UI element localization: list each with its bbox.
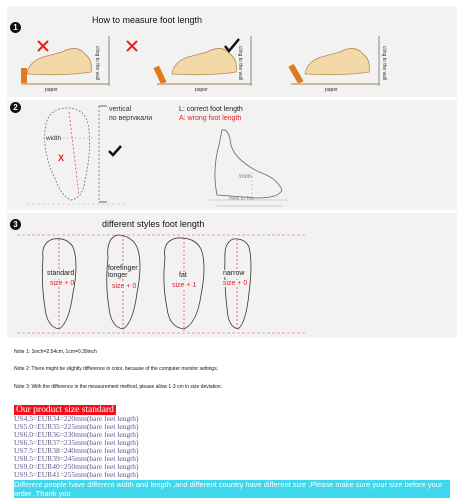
size-line: US4.5=EUR34=220mm(bare feet length) — [14, 414, 139, 423]
foot-style-name: narrow — [223, 270, 245, 277]
size-line: US5.0=EUR35=225mm(bare feet length) — [14, 422, 139, 431]
note-3: Note 3: With the difference in the measurement method, please allow 1-3 cm in size deviation. — [14, 384, 223, 390]
size-advice-banner: Different people have different width and length ,and different country have different size ,Please make sure your size before your order ,Thank you — [14, 480, 450, 498]
legend-wrong: A: wrong foot length — [179, 115, 242, 122]
step-number-3: 3 — [10, 219, 21, 230]
width-label: width — [46, 135, 62, 142]
foot-measure-illustration — [7, 6, 457, 97]
check-icon — [107, 144, 123, 158]
size-line: US6.0=EUR36=230mm(bare feet length) — [14, 430, 139, 439]
size-line: US7.5=EUR38=240mm(bare feet length) — [14, 446, 139, 455]
wall-label: cling to the wall — [381, 46, 387, 81]
measure-panel — [7, 6, 457, 97]
size-standard-title: Our product size standard — [16, 405, 114, 415]
foot-style-name: forefinger longer — [108, 265, 138, 279]
step-number-2: 2 — [10, 102, 21, 113]
wall-label: cling to the wall — [94, 46, 100, 81]
note-1: Note 1: 1inch=2.54cm, 1cm=0.39inch — [14, 349, 97, 355]
size-line: US9.0=EUR40=250mm(bare feet length) — [14, 462, 139, 471]
vertical-label-en: vertical — [109, 106, 132, 113]
step-number-1: 1 — [10, 22, 21, 33]
cross-icon — [127, 41, 137, 51]
vertical-label-ru: по вертикали — [109, 115, 153, 122]
size-line: US8.5=EUR39=245mm(bare feet length) — [14, 454, 139, 463]
foot-style-name: fat — [179, 272, 187, 279]
wrong-mark: X — [58, 153, 65, 163]
foot-style-size: size + 0 — [50, 280, 75, 287]
note-2: Note 2: There might be slightly difference in color, because of the computer monitor settings. — [14, 366, 219, 372]
foot-style-name: standard — [47, 270, 75, 277]
size-line: US9.5=EUR41=255mm(bare feet length) — [14, 470, 139, 479]
foot-style-size: size + 0 — [112, 283, 137, 290]
foot-style-size: size + 1 — [172, 282, 197, 289]
legend-correct: L: correct foot length — [179, 106, 243, 113]
paper-label: paper — [45, 87, 58, 93]
heel-to-toe-label: Heel to Toe — [229, 196, 255, 202]
side-width-label: Width — [239, 174, 252, 180]
foot-style-size: size + 0 — [223, 280, 248, 287]
section-title-styles: different styles foot length — [102, 219, 205, 229]
foot-drawing-3 — [288, 36, 379, 86]
foot-styles-panel — [7, 213, 457, 338]
section-title-measure: How to measure foot length — [92, 15, 203, 25]
paper-label: paper — [195, 87, 208, 93]
size-line: US6.5=EUR37=235mm(bare feet length) — [14, 438, 139, 447]
foot-length-panel — [7, 100, 457, 210]
wall-label: cling to the wall — [237, 46, 243, 81]
cross-icon — [38, 41, 48, 51]
paper-label: paper — [325, 87, 338, 93]
